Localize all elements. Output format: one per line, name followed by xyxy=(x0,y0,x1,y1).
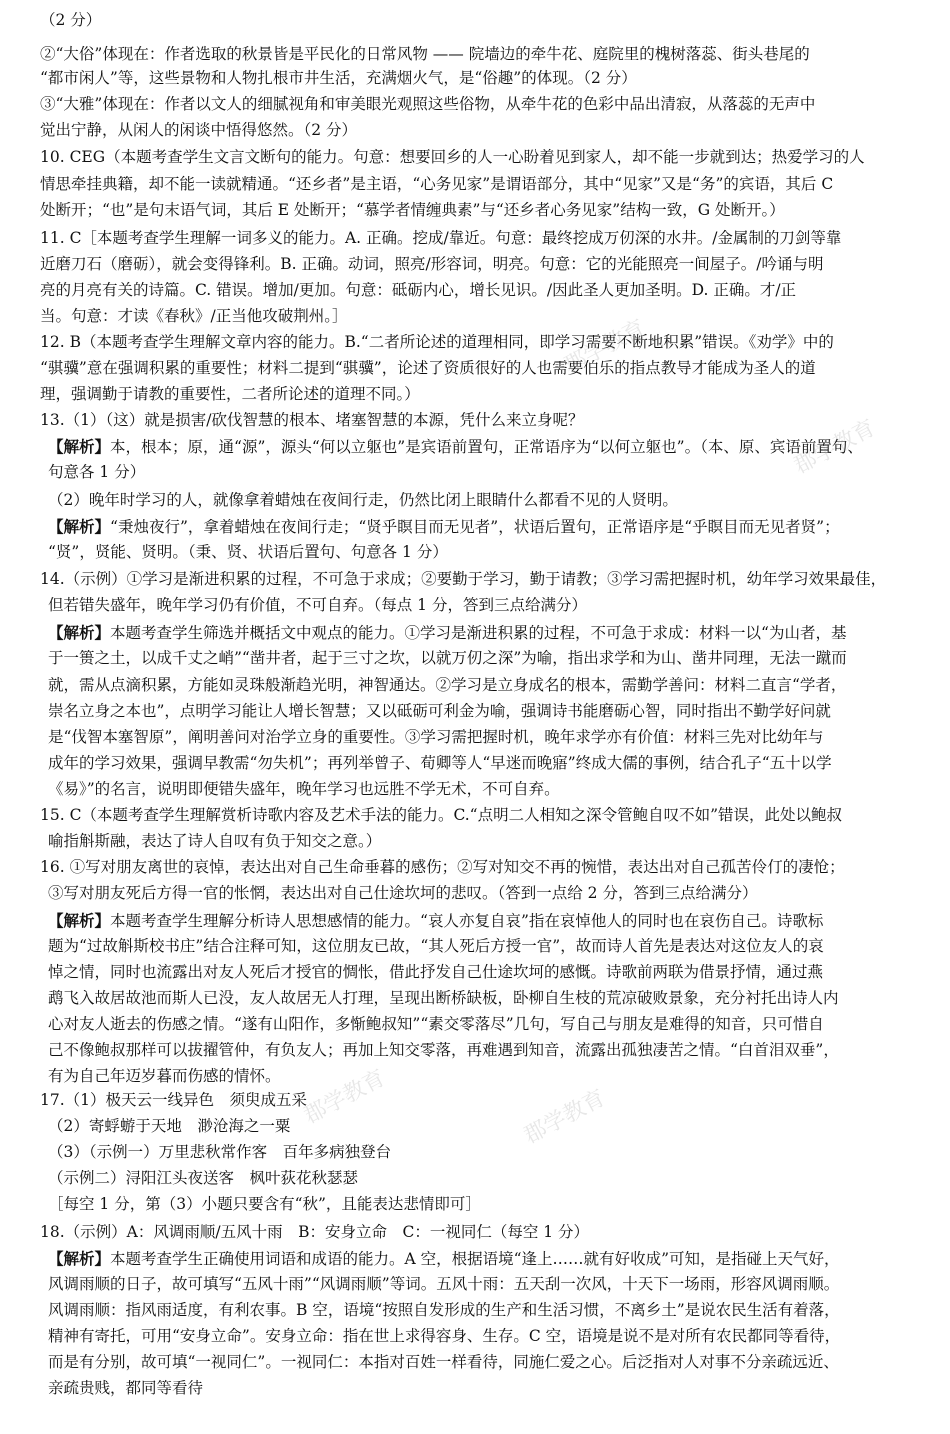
watermark: 郡学教育 xyxy=(300,1065,390,1129)
line-text: （3）（示例一）万里悲秋常作客 百年多病独登台 xyxy=(48,1143,392,1161)
text-line xyxy=(40,42,935,67)
line-text: 觉出宁静，从闲人的闲谈中悟得悠然。（2 分） xyxy=(40,121,358,139)
text-line xyxy=(48,986,935,1011)
text-line xyxy=(48,593,935,618)
text-line xyxy=(40,8,935,33)
analysis-tag: 【解析】 xyxy=(48,1249,111,1268)
text-line xyxy=(48,1376,935,1401)
line-text: 12. B（本题考查学生理解文章内容的能力。B.“二者所论述的道理相同，即学习需要不断地积累”错误。《劝学》中的 xyxy=(40,333,834,351)
text-line xyxy=(40,382,935,407)
text-line xyxy=(48,1272,935,1297)
text-line xyxy=(48,460,935,485)
line-text: 17.（1）极天云一线异色 须臾成五采 xyxy=(40,1091,308,1109)
line-text: 精神有寄托，可用“安身立命”。安身立命：指在世上求得容身、生存。C 空，语境是说不是对所有农民都同等看待， xyxy=(48,1327,841,1345)
analysis-tag: 【解析】 xyxy=(48,911,111,930)
line-text: 是“伐智本塞智原”，阐明善问对治学立身的重要性。③学习需把握时机，晚年求学亦有价值：材料三先对比幼年与 xyxy=(48,728,824,746)
line-text: 风调雨顺：指风雨适度，有利农事。B 空，语境“按照自发形成的生产和生活习惯，不离乡土”是说农民生活有着落， xyxy=(48,1301,840,1319)
text-line xyxy=(48,1140,935,1165)
line-text: 处断开；“也”是句末语气词，其后 E 处断开；“慕学者情缠典素”与“还乡者心务见家”结构一致，G 处断开。） xyxy=(40,201,785,219)
line-text: 题为“过故斛斯校书庄”结合注释可知，这位朋友已故，“其人死后方授一官”，故而诗人首先是表达对这位友人的哀 xyxy=(48,937,824,955)
watermark: 郡学教育 xyxy=(790,415,880,479)
line-text: 心对友人逝去的伤感之情。“遂有山阳作，多惭鲍叔知”“素交零落尽”几句，写自己与朋友是难得的知音，只可惜自 xyxy=(48,1015,824,1033)
text-line xyxy=(48,1350,935,1375)
line-text: 亮的月亮有关的诗篇。C. 错误。增加/更加。句意：砥砺内心，增长见识。/因此圣人更加圣明。D. 正确。才/正 xyxy=(40,281,797,299)
text-line xyxy=(40,330,935,355)
text-line xyxy=(40,304,935,329)
line-text: （2）晚年时学习的人，就像拿着蜡烛在夜间行走，仍然比闭上眼睛什么都看不见的人贤明。 xyxy=(48,491,678,509)
text-line xyxy=(48,751,935,776)
line-text: 理，强调勤于请教的重要性，二者所论述的道理不同。） xyxy=(40,385,420,403)
text-line xyxy=(48,1192,935,1217)
line-text: （示例二）浔阳江头夜送客 枫叶荻花秋瑟瑟 xyxy=(48,1169,359,1187)
line-text: 《易》”的名言，说明即便错失盛年，晚年学习也远胜不学无术，不可自弃。 xyxy=(48,780,560,798)
line-text: ③“大雅”体现在：作者以文人的细腻视角和审美眼光观照这些俗物，从牵牛花的色彩中品出清寂，从落蕊的无声中 xyxy=(40,95,816,113)
line-text: 有为自己年迈岁暮而伤感的情怀。 xyxy=(48,1067,281,1085)
analysis-tag: 【解析】 xyxy=(48,437,111,456)
text-line xyxy=(40,1088,935,1113)
line-text: 句意各 1 分） xyxy=(48,463,146,481)
text-line xyxy=(48,540,935,565)
line-text: 11. C［本题考查学生理解一词多义的能力。A. 正确。挖成/靠近。句意：最终挖成万仞深的水井。/金属制的刀剑等靠 xyxy=(40,229,842,247)
text-line xyxy=(40,408,935,433)
line-text: 成年的学习效果，强调早教需“勿失机”；再列举曾子、荀卿等人“早迷而晚寤”终成大儒的事例，结合孔子“五十以学 xyxy=(48,754,832,772)
line-text: 就，需从点滴积累，方能如灵珠般渐趋光明，神智通达。②学习是立身成名的根本，需勤学善问：材料二直言“学者， xyxy=(48,676,847,694)
line-text: ③写对朋友死后方得一官的怅惘，表达出对自己仕途坎坷的悲叹。（答到一点给 2 分，答到三点给满分） xyxy=(48,884,758,902)
line-text: 10. CEG（本题考查学生文言文断句的能力。句意：想要回乡的人一心盼着见到家人，却不能一步就到达；热爱学习的人 xyxy=(40,148,865,166)
line-text: 崇名立身之本也”，点明学习能让人增长智慧；又以砥砺可利金为喻，强调诗书能磨砺心智，同时指出不勤学好问就 xyxy=(48,702,831,720)
text-line xyxy=(48,1166,935,1191)
line-text: ［每空 1 分，第（3）小题只要含有“秋”，且能表达悲情即可］ xyxy=(48,1195,481,1213)
text-line xyxy=(48,908,935,933)
text-line xyxy=(48,725,935,750)
analysis-tag: 【解析】 xyxy=(48,517,111,536)
text-line xyxy=(48,488,935,513)
text-line xyxy=(48,699,935,724)
line-text: （2 分） xyxy=(40,11,102,29)
text-line xyxy=(40,226,935,251)
answer-key-page xyxy=(40,0,935,1434)
text-line xyxy=(48,673,935,698)
line-text: 本题考查学生筛选并概括文中观点的能力。①学习是渐进积累的过程，不可急于求成：材料一以“为山者，基 xyxy=(110,624,847,642)
line-text: 风调雨顺的日子，故可填写“五风十雨”“风调雨顺”等词。五风十雨：五天刮一次风，十天下一场雨，形容风调雨顺。 xyxy=(48,1275,840,1293)
line-text: 14.（示例）①学习是渐进积累的过程，不可急于求成；②要勤于学习，勤于请教；③学习需把握时机，幼年学习效果最佳， xyxy=(40,570,887,588)
watermark: 郡学教育 xyxy=(520,1085,610,1149)
line-text: 己不像鲍叔那样可以拔擢管仲，有负友人；再加上知交零落，再难遇到知音，流露出孤独凄苦之情。“白首泪双垂”， xyxy=(48,1041,839,1059)
text-line xyxy=(48,1324,935,1349)
text-line xyxy=(40,567,935,592)
line-text: 18.（示例）A：风调雨顺/五风十雨 B：安身立命 C：一视同仁（每空 1 分） xyxy=(40,1223,590,1241)
text-line xyxy=(40,356,935,381)
line-text: 本，根本；原，通“源”，源头“何以立躯也”是宾语前置句，正常语序为“以何立躯也”。（本、原、宾语前置句、 xyxy=(110,438,863,456)
line-text: ②“大俗”体现在：作者选取的秋景皆是平民化的日常风物 —— 院墙边的牵牛花、庭院里的槐树落蕊、街头巷尾的 xyxy=(40,45,810,63)
text-line xyxy=(40,92,935,117)
text-line xyxy=(48,1114,935,1139)
text-line xyxy=(40,252,935,277)
text-line xyxy=(40,66,935,91)
line-text: 本题考查学生正确使用词语和成语的能力。A 空，根据语境“逢上……就有好收成”可知，是指碰上天气好， xyxy=(110,1250,840,1268)
line-text: 喻指斛斯融，表达了诗人自叹有负于知交之意。） xyxy=(48,832,382,850)
text-line xyxy=(48,934,935,959)
text-line xyxy=(40,278,935,303)
line-text: “贤”，贤能、贤明。（秉、贤、状语后置句、句意各 1 分） xyxy=(48,543,448,561)
line-text: 情思牵挂典籍，却不能一读就精通。“还乡者”是主语，“心务见家”是谓语部分，其中“见家”又是“务”的宾语，其后 C xyxy=(40,175,834,193)
line-text: 悼之情，同时也流露出对友人死后才授官的惆怅，借此抒发自己仕途坎坷的感慨。诗歌前两联为借景抒情，通过燕 xyxy=(48,963,824,981)
text-line xyxy=(48,960,935,985)
line-text: （2）寄蜉蝣于天地 渺沧海之一粟 xyxy=(48,1117,291,1135)
text-line xyxy=(40,855,935,880)
text-line xyxy=(48,1064,935,1089)
text-line xyxy=(48,434,935,459)
line-text: 于一篑之土，以成千丈之峭”“凿井者，起于三寸之坎，以就万仞之深”为喻，指出求学和为山、凿井同理，无法一蹴而 xyxy=(48,649,847,667)
text-line xyxy=(40,1220,935,1245)
text-line xyxy=(48,777,935,802)
text-line xyxy=(48,1012,935,1037)
text-line xyxy=(48,646,935,671)
analysis-tag: 【解析】 xyxy=(48,623,111,642)
text-line xyxy=(40,145,935,170)
text-line xyxy=(48,514,935,539)
line-text: “骐骥”意在强调积累的重要性；材料二提到“骐骥”，论述了资质很好的人也需要伯乐的指点教导才能成为圣人的道 xyxy=(40,359,816,377)
line-text: 但若错失盛年，晚年学习仍有价值，不可自弃。（每点 1 分，答到三点给满分） xyxy=(48,596,587,614)
line-text: 15. C（本题考查学生理解赏析诗歌内容及艺术手法的能力。C.“点明二人相知之深令管鲍自叹不如”错误，此处以鲍叔 xyxy=(40,806,843,824)
line-text: 亲疏贵贱，都同等看待 xyxy=(48,1379,204,1397)
line-text: 本题考查学生理解分析诗人思想感情的能力。“哀人亦复自哀”指在哀悼他人的同时也在哀伤自己。诗歌标 xyxy=(110,912,824,930)
text-line xyxy=(48,1246,935,1271)
text-line xyxy=(48,881,935,906)
line-text: 13.（1）（这）就是损害/砍伐智慧的根本、堵塞智慧的本源，凭什么来立身呢？ xyxy=(40,411,584,429)
text-line xyxy=(48,829,935,854)
line-text: 当。句意：才读《春秋》/正当他攻破荆州。］ xyxy=(40,307,348,325)
text-line xyxy=(48,620,935,645)
line-text: 鹉飞入故居故池而斯人已没，友人故居无人打理，呈现出断桥缺板，卧柳自生枝的荒凉破败景象，充分衬托出诗人内 xyxy=(48,989,839,1007)
text-line xyxy=(48,1038,935,1063)
line-text: “都市闲人”等，这些景物和人物扎根市井生活，充满烟火气，是“俗趣”的体现。（2 分） xyxy=(40,69,637,87)
text-line xyxy=(40,118,935,143)
text-line xyxy=(40,198,935,223)
text-line xyxy=(40,803,935,828)
line-text: “秉烛夜行”，拿着蜡烛在夜间行走；“贤乎瞑目而无见者”，状语后置句，正常语序是“乎瞑目而无见者贤”； xyxy=(110,518,840,536)
line-text: 近磨刀石（磨砺），就会变得锋利。B. 正确。动词，照亮/形容词，明亮。句意：它的光能照亮一间屋子。/吟诵与明 xyxy=(40,255,824,273)
text-line xyxy=(40,172,935,197)
line-text: 而是有分别，故可填“一视同仁”。一视同仁：本指对百姓一样看待，同施仁爱之心。后泛指对人对事不分亲疏远近、 xyxy=(48,1353,839,1371)
watermark: 郡学教育 xyxy=(560,315,650,379)
line-text: 16. ①写对朋友离世的哀悼，表达出对自己生命垂暮的感伤；②写对知交不再的惋惜，表达出对自己孤苦伶仃的凄怆； xyxy=(40,858,845,876)
text-line xyxy=(48,1298,935,1323)
